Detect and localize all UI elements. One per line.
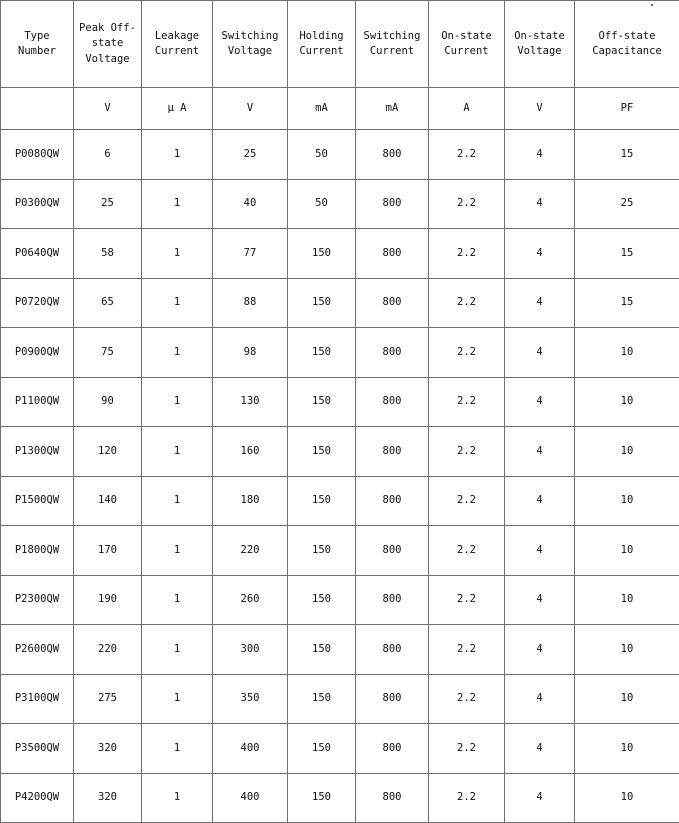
cell-peak-off-state-voltage: 190	[74, 575, 142, 625]
cell-type-number: P1100QW	[1, 377, 74, 427]
cell-leakage-current: 1	[142, 773, 213, 823]
table-row	[1, 130, 679, 180]
unit-peak-off-state-voltage: V	[74, 88, 142, 130]
cell-type-number: P1500QW	[1, 476, 74, 526]
cell-type-number: P0080QW	[1, 130, 74, 180]
cell-switching-voltage: 350	[213, 674, 288, 724]
cell-switching-voltage: 25	[213, 130, 288, 180]
cell-leakage-current: 1	[142, 476, 213, 526]
table-row	[1, 427, 679, 477]
unit-switching-current: mA	[356, 88, 429, 130]
cell-leakage-current: 1	[142, 674, 213, 724]
cell-on-state-current: 2.2	[429, 526, 505, 576]
table-row	[1, 278, 679, 328]
cell-switching-current: 800	[356, 674, 429, 724]
cell-leakage-current: 1	[142, 526, 213, 576]
cell-holding-current: 150	[288, 773, 356, 823]
cell-switching-current: 800	[356, 476, 429, 526]
cell-type-number: P3500QW	[1, 724, 74, 774]
cell-off-state-capacitance: 10	[575, 625, 679, 675]
cell-leakage-current: 1	[142, 377, 213, 427]
cell-peak-off-state-voltage: 320	[74, 724, 142, 774]
cell-switching-voltage: 77	[213, 229, 288, 279]
cell-holding-current: 150	[288, 377, 356, 427]
cell-on-state-voltage: 4	[505, 476, 575, 526]
table-unit-row	[1, 88, 679, 130]
cell-type-number: P3100QW	[1, 674, 74, 724]
cell-switching-voltage: 88	[213, 278, 288, 328]
cell-switching-current: 800	[356, 130, 429, 180]
cell-peak-off-state-voltage: 65	[74, 278, 142, 328]
unit-off-state-capacitance: PF	[575, 88, 679, 130]
table-row	[1, 674, 679, 724]
cell-on-state-current: 2.2	[429, 476, 505, 526]
table-row	[1, 229, 679, 279]
cell-peak-off-state-voltage: 220	[74, 625, 142, 675]
table-row	[1, 625, 679, 675]
column-header-off-state-capacitance: Off-state Capacitance	[575, 1, 679, 88]
cell-off-state-capacitance: 15	[575, 278, 679, 328]
cell-on-state-current: 2.2	[429, 724, 505, 774]
cell-on-state-voltage: 4	[505, 130, 575, 180]
cell-type-number: P4200QW	[1, 773, 74, 823]
cell-off-state-capacitance: 10	[575, 575, 679, 625]
cell-holding-current: 150	[288, 526, 356, 576]
cell-on-state-current: 2.2	[429, 377, 505, 427]
unit-type-number	[1, 88, 74, 130]
cell-leakage-current: 1	[142, 427, 213, 477]
table-row	[1, 773, 679, 823]
cell-holding-current: 50	[288, 130, 356, 180]
table-row	[1, 724, 679, 774]
cell-on-state-current: 2.2	[429, 625, 505, 675]
column-header-leakage-current: Leakage Current	[142, 1, 213, 88]
cell-peak-off-state-voltage: 120	[74, 427, 142, 477]
cell-holding-current: 150	[288, 674, 356, 724]
cell-leakage-current: 1	[142, 575, 213, 625]
cell-on-state-voltage: 4	[505, 377, 575, 427]
cell-on-state-voltage: 4	[505, 179, 575, 229]
cell-switching-current: 800	[356, 427, 429, 477]
cell-holding-current: 150	[288, 724, 356, 774]
cell-leakage-current: 1	[142, 179, 213, 229]
cell-off-state-capacitance: 10	[575, 674, 679, 724]
cell-on-state-current: 2.2	[429, 773, 505, 823]
cell-on-state-voltage: 4	[505, 328, 575, 378]
cell-leakage-current: 1	[142, 724, 213, 774]
cell-off-state-capacitance: 25	[575, 179, 679, 229]
cell-type-number: P2300QW	[1, 575, 74, 625]
cell-on-state-voltage: 4	[505, 724, 575, 774]
cell-switching-voltage: 400	[213, 724, 288, 774]
cell-on-state-voltage: 4	[505, 773, 575, 823]
cell-switching-current: 800	[356, 229, 429, 279]
unit-switching-voltage: V	[213, 88, 288, 130]
cell-holding-current: 150	[288, 278, 356, 328]
cell-on-state-current: 2.2	[429, 179, 505, 229]
column-header-holding-current: Holding Current	[288, 1, 356, 88]
cell-switching-current: 800	[356, 526, 429, 576]
cell-on-state-current: 2.2	[429, 575, 505, 625]
cell-type-number: P1800QW	[1, 526, 74, 576]
cell-switching-voltage: 130	[213, 377, 288, 427]
cell-switching-voltage: 180	[213, 476, 288, 526]
table-row	[1, 575, 679, 625]
cell-switching-current: 800	[356, 625, 429, 675]
cell-holding-current: 150	[288, 427, 356, 477]
cell-on-state-voltage: 4	[505, 575, 575, 625]
cell-on-state-voltage: 4	[505, 427, 575, 477]
cell-on-state-voltage: 4	[505, 625, 575, 675]
column-header-switching-voltage: Switching Voltage	[213, 1, 288, 88]
cell-switching-current: 800	[356, 179, 429, 229]
cell-on-state-voltage: 4	[505, 278, 575, 328]
cell-holding-current: 150	[288, 229, 356, 279]
cell-switching-current: 800	[356, 575, 429, 625]
cell-on-state-voltage: 4	[505, 674, 575, 724]
cell-on-state-current: 2.2	[429, 229, 505, 279]
unit-leakage-current: μ A	[142, 88, 213, 130]
column-header-switching-current: Switching Current	[356, 1, 429, 88]
table-row	[1, 476, 679, 526]
cell-off-state-capacitance: 10	[575, 526, 679, 576]
cell-leakage-current: 1	[142, 130, 213, 180]
cell-switching-current: 800	[356, 724, 429, 774]
column-header-type-number: Type Number	[1, 1, 74, 88]
cell-on-state-current: 2.2	[429, 328, 505, 378]
cell-on-state-current: 2.2	[429, 130, 505, 180]
cell-on-state-current: 2.2	[429, 278, 505, 328]
cell-on-state-current: 2.2	[429, 427, 505, 477]
column-header-on-state-voltage: On-state Voltage	[505, 1, 575, 88]
cell-peak-off-state-voltage: 58	[74, 229, 142, 279]
cell-type-number: P1300QW	[1, 427, 74, 477]
cell-peak-off-state-voltage: 275	[74, 674, 142, 724]
table-body	[1, 1, 679, 823]
cell-holding-current: 150	[288, 476, 356, 526]
cell-holding-current: 150	[288, 625, 356, 675]
cell-peak-off-state-voltage: 170	[74, 526, 142, 576]
cell-switching-current: 800	[356, 773, 429, 823]
cell-holding-current: 150	[288, 575, 356, 625]
cell-holding-current: 50	[288, 179, 356, 229]
cell-peak-off-state-voltage: 90	[74, 377, 142, 427]
cell-switching-voltage: 220	[213, 526, 288, 576]
cell-leakage-current: 1	[142, 229, 213, 279]
cell-peak-off-state-voltage: 25	[74, 179, 142, 229]
cell-switching-voltage: 40	[213, 179, 288, 229]
cell-leakage-current: 1	[142, 625, 213, 675]
cell-switching-voltage: 300	[213, 625, 288, 675]
cell-on-state-voltage: 4	[505, 229, 575, 279]
cell-type-number: P0300QW	[1, 179, 74, 229]
unit-holding-current: mA	[288, 88, 356, 130]
cell-off-state-capacitance: 10	[575, 724, 679, 774]
cell-type-number: P0900QW	[1, 328, 74, 378]
cell-type-number: P2600QW	[1, 625, 74, 675]
table-row	[1, 179, 679, 229]
cell-type-number: P0720QW	[1, 278, 74, 328]
page-mark-dot	[651, 4, 653, 6]
cell-switching-current: 800	[356, 377, 429, 427]
cell-peak-off-state-voltage: 6	[74, 130, 142, 180]
cell-leakage-current: 1	[142, 278, 213, 328]
cell-off-state-capacitance: 15	[575, 130, 679, 180]
cell-off-state-capacitance: 15	[575, 229, 679, 279]
cell-on-state-current: 2.2	[429, 674, 505, 724]
cell-type-number: P0640QW	[1, 229, 74, 279]
cell-leakage-current: 1	[142, 328, 213, 378]
table-row	[1, 526, 679, 576]
cell-off-state-capacitance: 10	[575, 773, 679, 823]
cell-peak-off-state-voltage: 320	[74, 773, 142, 823]
cell-switching-voltage: 98	[213, 328, 288, 378]
cell-switching-voltage: 400	[213, 773, 288, 823]
cell-off-state-capacitance: 10	[575, 427, 679, 477]
table-row	[1, 328, 679, 378]
cell-on-state-voltage: 4	[505, 526, 575, 576]
cell-peak-off-state-voltage: 75	[74, 328, 142, 378]
cell-switching-current: 800	[356, 328, 429, 378]
cell-holding-current: 150	[288, 328, 356, 378]
unit-on-state-current: A	[429, 88, 505, 130]
cell-off-state-capacitance: 10	[575, 328, 679, 378]
column-header-peak-off-state-voltage: Peak Off-state Voltage	[74, 1, 142, 88]
table-header-row	[1, 1, 679, 88]
table-row	[1, 377, 679, 427]
cell-switching-voltage: 260	[213, 575, 288, 625]
cell-switching-voltage: 160	[213, 427, 288, 477]
cell-peak-off-state-voltage: 140	[74, 476, 142, 526]
cell-off-state-capacitance: 10	[575, 476, 679, 526]
column-header-on-state-current: On-state Current	[429, 1, 505, 88]
unit-on-state-voltage: V	[505, 88, 575, 130]
cell-off-state-capacitance: 10	[575, 377, 679, 427]
cell-switching-current: 800	[356, 278, 429, 328]
